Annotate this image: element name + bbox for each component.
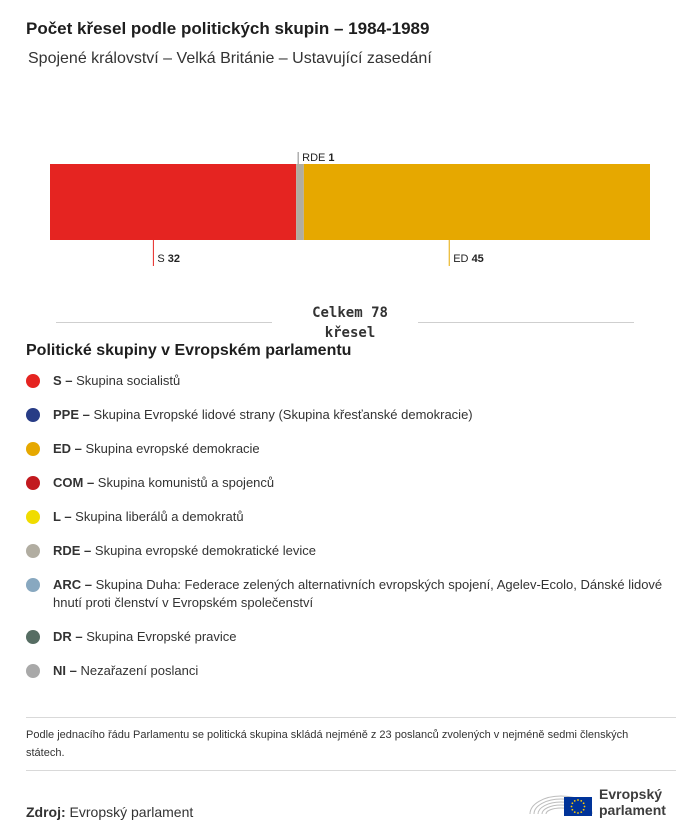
legend-swatch-l xyxy=(26,510,40,524)
legend-swatch-arc xyxy=(26,578,40,592)
total-seats-label xyxy=(280,303,420,343)
european-parliament-logo xyxy=(528,780,678,822)
legend-name-ppe: Skupina Evropské lidové strany (Skupina křesťanské demokracie) xyxy=(93,407,473,422)
legend-title: Politické skupiny v Evropském parlamentu xyxy=(26,342,352,359)
legend-abbr-s: S – xyxy=(53,373,77,388)
eu-star-icon xyxy=(571,802,573,804)
logo-wordmark xyxy=(599,786,666,818)
legend-name-rde: Skupina evropské demokratické levice xyxy=(94,543,317,558)
bar-segment-ed xyxy=(304,164,650,240)
legend-abbr-ppe: PPE – xyxy=(53,407,94,422)
label-category-ed: ED xyxy=(453,253,472,265)
eu-star-icon xyxy=(574,800,576,802)
eu-star-icon xyxy=(577,799,579,801)
bar-segment-s xyxy=(50,164,296,240)
source-label: Zdroj: xyxy=(26,804,66,820)
eu-star-icon xyxy=(577,812,579,814)
eu-star-icon xyxy=(571,809,573,811)
legend-swatch-ed xyxy=(26,442,40,456)
total-divider-left xyxy=(56,322,272,323)
legend-name-ed: Skupina evropské demokracie xyxy=(85,441,260,456)
eu-star-icon xyxy=(574,811,576,813)
legend-text-arc xyxy=(53,576,675,612)
legend-text-s xyxy=(53,372,675,390)
data-label-rde xyxy=(302,152,334,164)
legend-text-ppe xyxy=(53,406,675,424)
eu-star-icon xyxy=(580,800,582,802)
total-seats-count: Celkem 78 xyxy=(312,305,388,321)
legend-swatch-s xyxy=(26,374,40,388)
eu-star-icon xyxy=(584,806,586,808)
logo-word-2: parlament xyxy=(599,802,666,818)
bar-segment-rde xyxy=(296,164,304,240)
footer-divider-top xyxy=(26,717,676,718)
footer-divider-bottom xyxy=(26,770,676,771)
label-category-rde: RDE xyxy=(302,152,329,164)
legend-swatch-ni xyxy=(26,664,40,678)
label-category-s: S xyxy=(157,253,168,265)
legend-abbr-rde: RDE – xyxy=(53,543,95,558)
legend-abbr-ni: NI – xyxy=(53,663,81,678)
label-value-s: 32 xyxy=(167,253,181,265)
legend-text-com xyxy=(53,474,675,492)
parliament-hemicycle-icon xyxy=(528,780,594,822)
legend-name-l: Skupina liberálů a demokratů xyxy=(75,509,244,524)
label-value-ed: 45 xyxy=(471,253,484,265)
chart-subtitle: Spojené království – Velká Británie – Ustavující zasedání xyxy=(28,50,432,67)
eu-star-icon xyxy=(571,806,573,808)
total-divider-right xyxy=(418,322,634,323)
legend-name-ni: Nezařazení poslanci xyxy=(80,663,199,678)
eu-star-icon xyxy=(583,809,585,811)
source-line xyxy=(26,804,193,820)
legend-text-ni xyxy=(53,662,675,680)
total-seats-unit: křesel xyxy=(324,325,376,341)
legend-swatch-com xyxy=(26,476,40,490)
stacked-seat-bar-chart xyxy=(0,140,700,280)
legend-text-rde xyxy=(53,542,675,560)
chart-title: Počet křesel podle politických skupin – 1984-1989 xyxy=(26,19,430,38)
label-value-rde: 1 xyxy=(328,152,335,164)
data-label-s xyxy=(157,253,180,265)
legend-text-l xyxy=(53,508,675,526)
legend-swatch-dr xyxy=(26,630,40,644)
legend-abbr-com: COM – xyxy=(53,475,98,490)
legend-text-dr xyxy=(53,628,675,646)
legend-abbr-ed: ED – xyxy=(53,441,86,456)
logo-word-1: Evropský xyxy=(599,786,663,802)
legend-abbr-dr: DR – xyxy=(53,629,87,644)
legend-text-ed xyxy=(53,440,675,458)
legend-swatch-ppe xyxy=(26,408,40,422)
legend-name-s: Skupina socialistů xyxy=(76,373,181,388)
footnote: Podle jednacího řádu Parlamentu se politická skupina skládá nejméně z 23 poslanců zvolených v nejméně sedmi členských státech. xyxy=(26,729,629,759)
eu-star-icon xyxy=(583,802,585,804)
eu-star-icon xyxy=(580,811,582,813)
legend-name-com: Skupina komunistů a spojenců xyxy=(97,475,275,490)
legend-name-dr: Skupina Evropské pravice xyxy=(86,629,237,644)
source-value: Evropský parlament xyxy=(69,804,194,820)
legend-swatch-rde xyxy=(26,544,40,558)
legend-abbr-arc: ARC – xyxy=(53,577,96,592)
legend-abbr-l: L – xyxy=(53,509,76,524)
legend-name-arc: Skupina Duha: Federace zelených alternativních evropských spojení, Agelev-Ecolo, Dánské lidové hnutí proti členství v Evropském společenství xyxy=(53,577,663,610)
data-label-ed xyxy=(453,253,484,265)
